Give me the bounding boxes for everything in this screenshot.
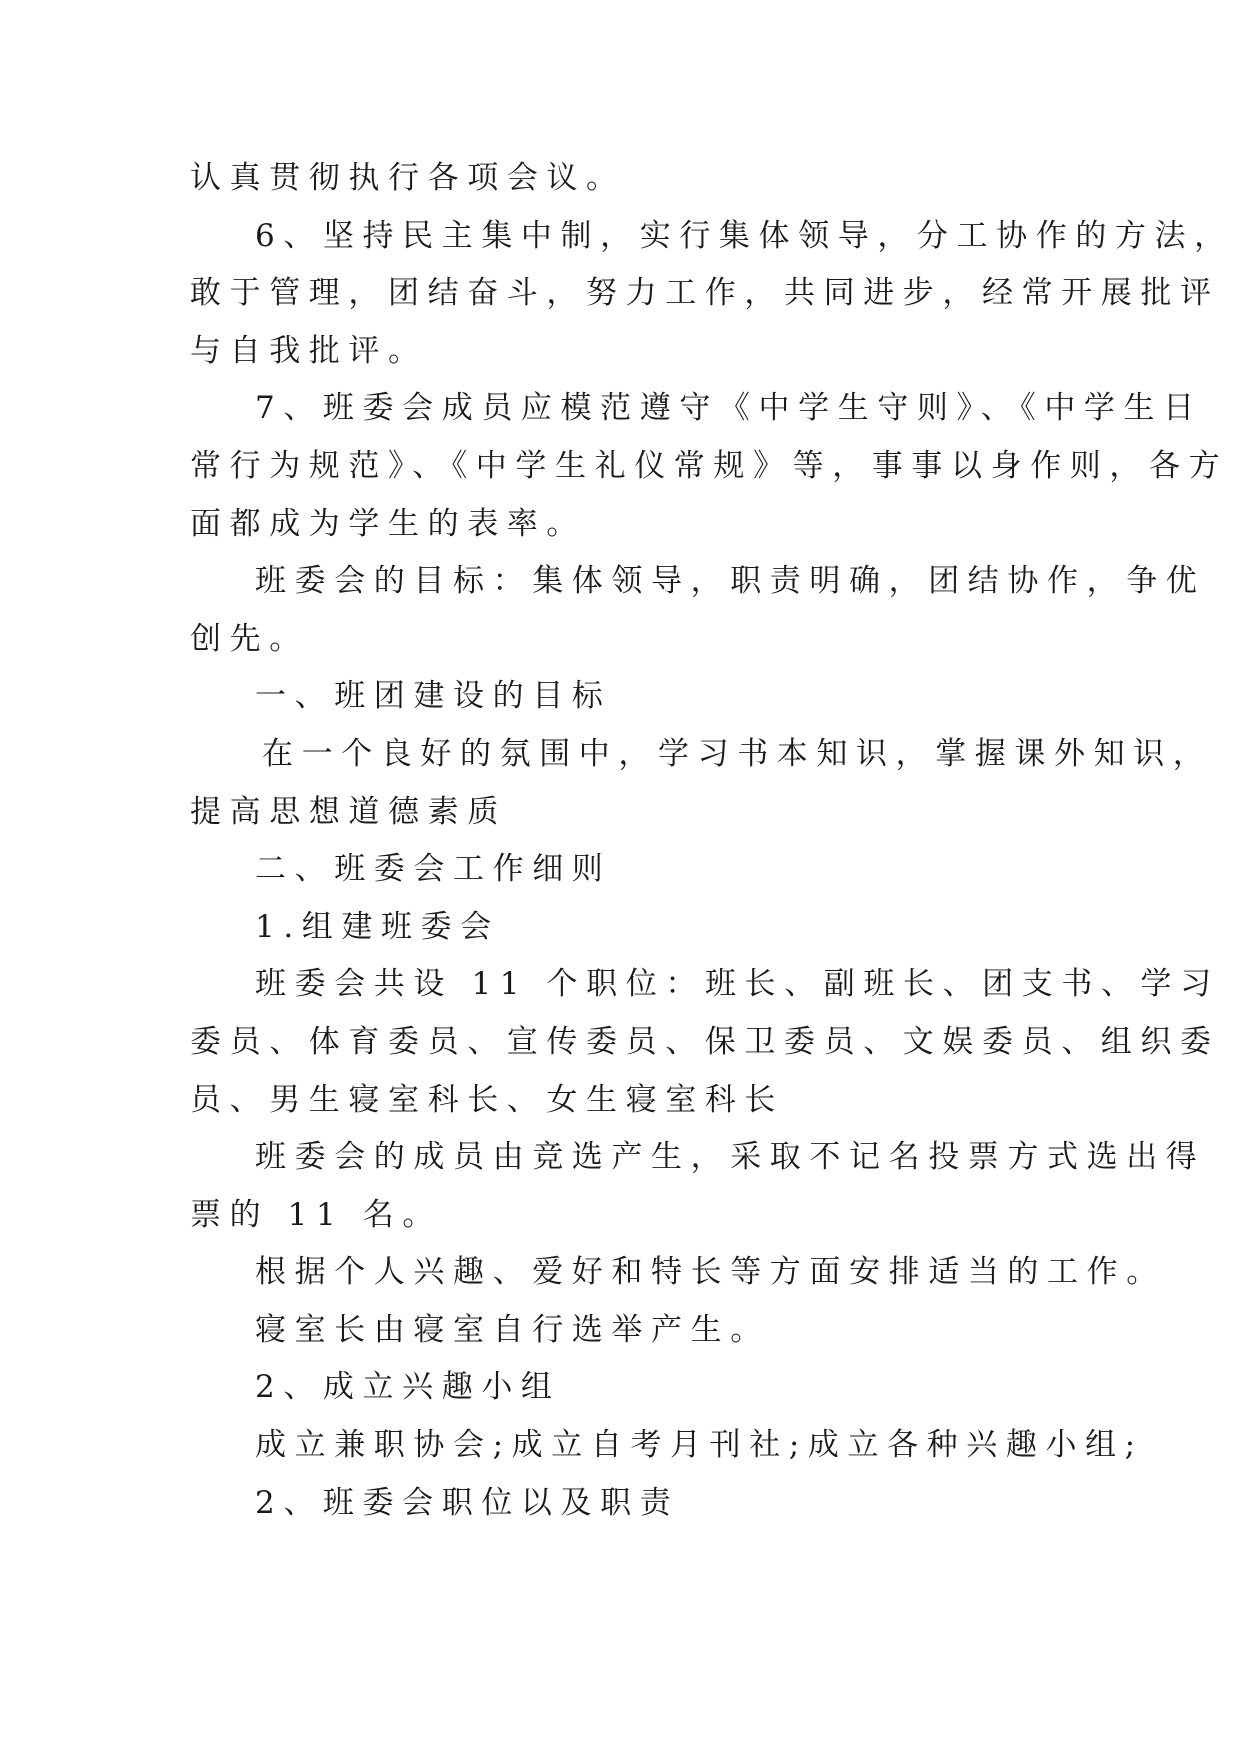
text-line: 7、班委会成员应模范遵守《中学生守则》、《中学生日 xyxy=(255,390,1203,427)
text-line: 常行为规范》、《中学生礼仪常规》等，事事以身作则，各方 xyxy=(190,447,1229,484)
text-line: 认真贯彻执行各项会议。 xyxy=(190,160,626,196)
text-line: 6、坚持民主集中制，实行集体领导，分工协作的方法， xyxy=(255,217,1234,254)
text-line: 委员、体育委员、宣传委员、保卫委员、文娱委员、组织委 xyxy=(190,1023,1220,1060)
text-line: 创先。 xyxy=(190,620,309,657)
subsection-heading: 1.组建班委会 xyxy=(255,908,500,945)
subsection-heading: 2、成立兴趣小组 xyxy=(255,1369,561,1406)
section-heading: 二、班委会工作细则 xyxy=(255,851,612,888)
subsection-heading: 2、班委会职位以及职责 xyxy=(255,1484,680,1521)
text-line: 班委会的成员由竞选产生，采取不记名投票方式选出得 xyxy=(255,1139,1206,1176)
text-line: 成立兼职协会;成立自考月刊社;成立各种兴趣小组; xyxy=(255,1427,1144,1464)
text-line: 寝室长由寝室自行选举产生。 xyxy=(255,1311,770,1348)
text-line: 敢于管理，团结奋斗，努力工作，共同进步，经常开展批评 xyxy=(190,275,1220,312)
text-line: 班委会的目标：集体领导，职责明确，团结协作，争优 xyxy=(255,563,1206,600)
text-line: 员、男生寝室科长、女生寝室科长 xyxy=(190,1081,784,1118)
document-body xyxy=(190,160,1234,1532)
text-line: 提高思想道德素质 xyxy=(190,793,507,830)
text-line: 根据个人兴趣、爱好和特长等方面安排适当的工作。 xyxy=(255,1254,1166,1291)
text-line: 与自我批评。 xyxy=(190,332,428,369)
text-line: 面都成为学生的表率。 xyxy=(190,505,586,542)
section-heading: 一、班团建设的目标 xyxy=(255,678,612,715)
text-line: 票的 11 名。 xyxy=(190,1196,442,1233)
text-line: 班委会共设 11 个职位：班长、副班长、团支书、学习 xyxy=(255,966,1220,1003)
text-line: 在一个良好的氛围中，学习书本知识，掌握课外知识， xyxy=(262,735,1213,772)
